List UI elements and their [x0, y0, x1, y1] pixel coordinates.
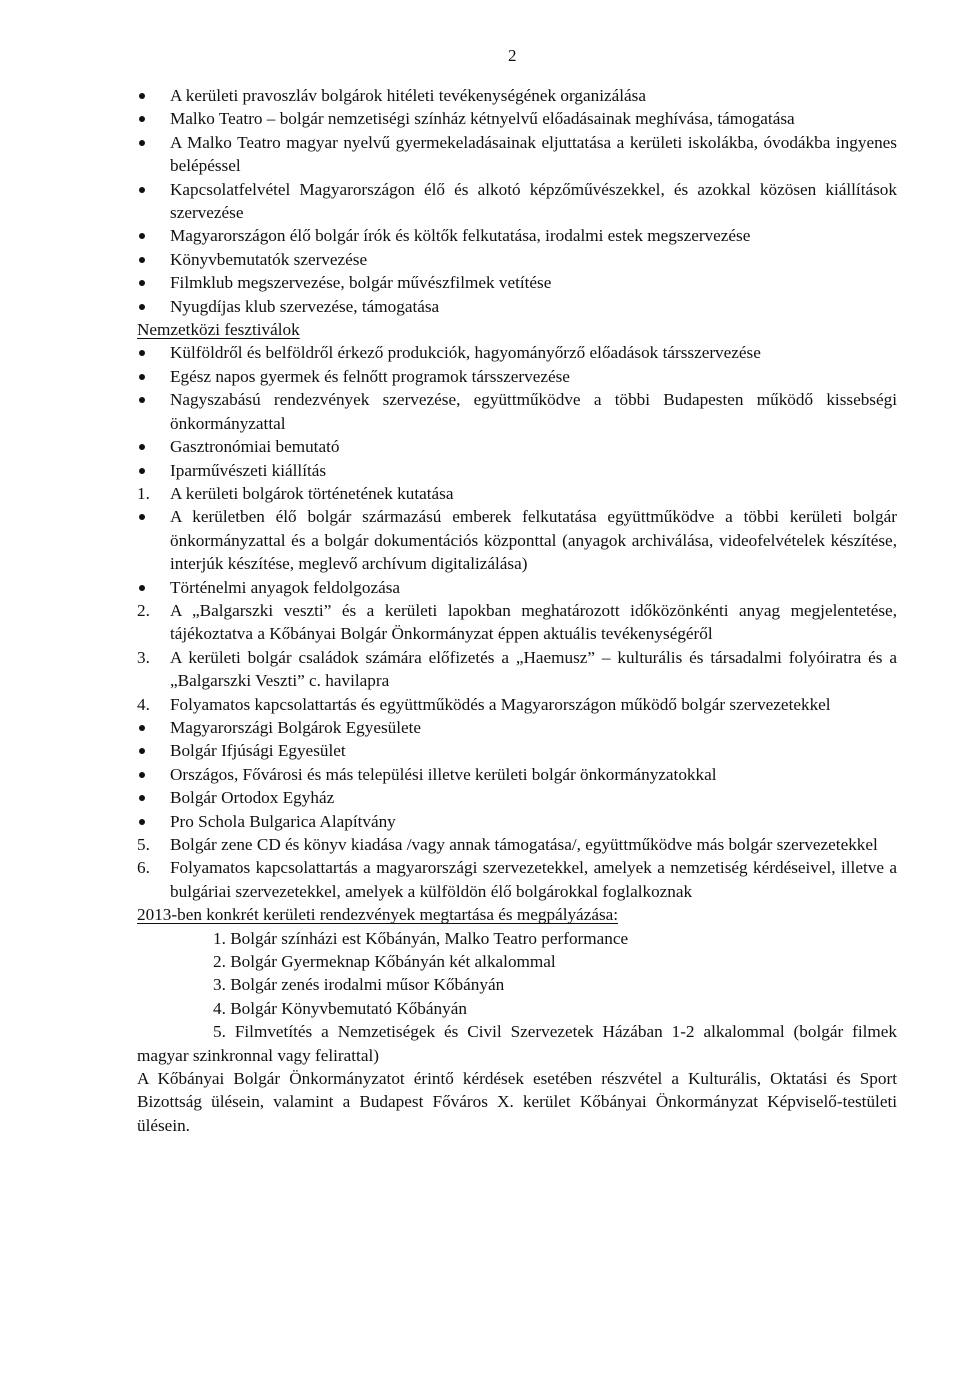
item-number: 6. — [137, 858, 150, 878]
numbered-item: 3. A kerületi bolgár családok számára előfizetés a „Haemusz” – kulturális és társadalmi folyóiratra és a „Balgarszki Veszti” c. havilapra — [137, 647, 897, 691]
bullet-icon — [137, 107, 167, 130]
list-item: Filmklub megszervezése, bolgár művészfilmek vetítése — [137, 271, 897, 294]
bullet-icon — [137, 739, 167, 762]
list-item: Malko Teatro – bolgár nemzetiségi színház kétnyelvű előadásainak meghívása, támogatása — [137, 107, 897, 130]
list-item: Országos, Fővárosi és más települési illetve kerületi bolgár önkormányzatokkal — [137, 763, 897, 786]
page-number: 2 — [508, 46, 517, 65]
item-number: 1. — [137, 483, 150, 503]
list-item: Magyarországi Bolgárok Egyesülete — [137, 716, 897, 739]
numbered-item: 5. Bolgár zene CD és könyv kiadása /vagy annak támogatása/, együttműködve más bolgár szervezetekkel — [137, 833, 897, 856]
bullet-icon — [137, 178, 167, 201]
numbered-item: 2. A „Balgarszki veszti” és a kerületi lapokban meghatározott időközönkénti anyag megjelentetése, tájékoztatva a Kőbányai Bolgár Önkormányzat éppen aktuális tevékenységéről — [137, 600, 897, 644]
bullet-icon — [137, 271, 167, 294]
list-item: Könyvbemutatók szervezése — [137, 248, 897, 271]
list-item: A kerületi pravoszláv bolgárok hitéleti tevékenységének organizálása — [137, 84, 897, 107]
events-list — [137, 927, 897, 1067]
section-heading-festivals: Nemzetközi fesztiválok — [137, 320, 300, 340]
list-item: Bolgár Ifjúsági Egyesület — [137, 739, 897, 762]
item-number: 4. — [137, 694, 150, 714]
event-item: 4. Bolgár Könyvbemutató Kőbányán — [213, 998, 467, 1018]
list-item: Bolgár Ortodox Egyház — [137, 786, 897, 809]
item-number: 3. — [137, 647, 150, 667]
bullet-icon — [137, 341, 167, 364]
list-item: Pro Schola Bulgarica Alapítvány — [137, 810, 897, 833]
event-item: 3. Bolgár zenés irodalmi műsor Kőbányán — [213, 975, 505, 995]
bullet-icon — [137, 505, 167, 528]
bullet-icon — [137, 224, 167, 247]
bullet-icon — [137, 84, 167, 107]
event-item: 1. Bolgár színházi est Kőbányán, Malko Teatro performance — [213, 928, 629, 948]
bullet-icon — [137, 435, 167, 458]
bullet-icon — [137, 786, 167, 809]
section-heading-2013-events: 2013-ben konkrét kerületi rendezvények megtartása és megpályázása: — [137, 905, 619, 925]
list-item: Magyarországon élő bolgár írók és költők felkutatása, irodalmi estek megszervezése — [137, 224, 897, 247]
item-number: 2. — [137, 600, 150, 620]
list-item: A kerületben élő bolgár származású emberek felkutatása együttműködve a többi kerületi bolgár önkormányzattal és a bolgár dokumentációs központtal (anyagok archiválása, videofelvételek készítése, interjúk készítése, meglevő archívum digitalizálása) — [137, 505, 897, 575]
bullet-icon — [137, 388, 167, 411]
bullet-icon — [137, 248, 167, 271]
item-number: 5. — [137, 835, 150, 854]
list-item: Iparművészeti kiállítás — [137, 459, 897, 482]
bullet-icon — [137, 131, 167, 154]
event-item: 2. Bolgár Gyermeknap Kőbányán két alkalommal — [213, 952, 556, 972]
bullet-icon — [137, 716, 167, 739]
closing-paragraph: A Kőbányai Bolgár Önkormányzatot érintő kérdések esetében részvétel a Kulturális, Oktatási és Sport Bizottság ülésein, valamint a Budapest Főváros X. kerület Kőbányai Önkormányzat Képviselő-testületi ülésein. — [137, 1069, 897, 1135]
list-item: Külföldről és belföldről érkező produkciók, hagyományőrző előadások társszervezése — [137, 341, 897, 364]
list-item: Kapcsolatfelvétel Magyarországon élő és alkotó képzőművészekkel, és azokkal közösen kiállítások szervezése — [137, 178, 897, 225]
list-item: Egész napos gyermek és felnőtt programok társszervezése — [137, 365, 897, 388]
event-item: 5. Filmvetítés a Nemzetiségek és Civil Szervezetek Házában 1-2 alkalommal (bolgár filmek magyar szinkronnal vagy felirattal) — [137, 1022, 897, 1065]
bullet-icon — [137, 295, 167, 318]
list-item: Nagyszabású rendezvények szervezése, együttműködve a többi Budapesten működő kissebségi önkormányzattal — [137, 388, 897, 435]
bullet-icon — [137, 459, 167, 482]
list-item: A Malko Teatro magyar nyelvű gyermekeladásainak eljuttatása a kerületi iskolákba, óvodákba ingyenes belépéssel — [137, 131, 897, 178]
numbered-item: 6. Folyamatos kapcsolattartás a magyarországi szervezetekkel, amelyek a nemzetiség kérdéseivel, illetve a bulgáriai szervezetekkel, amelyek a külföldön élő bolgárokkal foglalkoznak — [137, 858, 897, 901]
document-body — [137, 84, 897, 1137]
bullet-icon — [137, 810, 167, 833]
list-item: Történelmi anyagok feldolgozása — [137, 576, 897, 599]
numbered-item: 1. A kerületi bolgárok történetének kutatása — [137, 482, 897, 505]
bullet-icon — [137, 576, 167, 599]
list-item: Gasztronómiai bemutató — [137, 435, 897, 458]
bullet-icon — [137, 365, 167, 388]
list-item: Nyugdíjas klub szervezése, támogatása — [137, 295, 897, 318]
bullet-icon — [137, 763, 167, 786]
numbered-item: 4. Folyamatos kapcsolattartás és együttműködés a Magyarországon működő bolgár szervezetekkel — [137, 693, 897, 716]
